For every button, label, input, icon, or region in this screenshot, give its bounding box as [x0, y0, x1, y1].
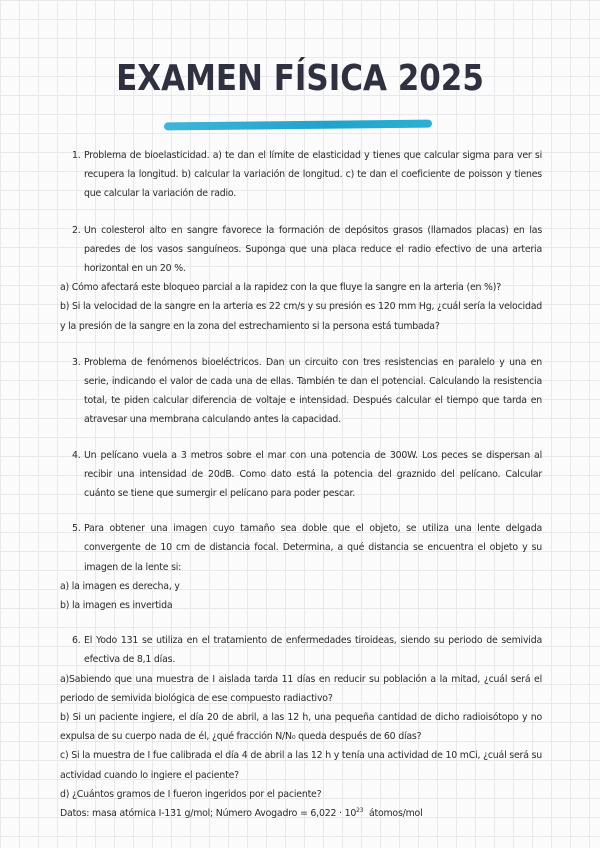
data-line	[60, 804, 542, 823]
question-5	[60, 519, 542, 577]
question-number: 5.	[72, 523, 81, 535]
question-number: 1.	[72, 150, 81, 161]
question-6-part-c: c) Si la muestra de I fue calibrada el día 4 de abril a las 12 h y tenía una actividad de 10 mCi, ¿cuál será su actividad cuando lo ingiere el paciente?	[60, 750, 542, 781]
question-6-part-a: a)Sabiendo que una muestra de I aislada tarda 11 días en reducir su población a la mitad, ¿cuál será el periodo de semivida biológica de ese compuesto radiactivo?	[60, 673, 542, 704]
data-line-text: Datos: masa atómica I-131 g/mol; Número Avogadro = 6,022 · 10	[60, 808, 357, 820]
question-5-part-b: b) la imagen es invertida	[60, 600, 173, 612]
question-number: 3.	[72, 356, 81, 368]
question-text: Un colesterol alto en sangre favorece la formación de depósitos grasos (llamados placas) en las paredes de los vasos sanguíneos. Suponga que una placa reduce el radio efectivo de una arteria horizontal en un 20 %.	[84, 224, 542, 275]
question-6	[60, 631, 542, 669]
question-number: 4.	[72, 449, 81, 461]
question-2-part-b: b) Si la velocidad de la sangre en la arteria es 22 cm/s y su presión es 120 mm Hg, ¿cuál sería la velocidad y la presión de la sangre en la zona del estrechamiento si la persona está tumbada?	[60, 301, 542, 332]
question-number: 2.	[72, 224, 81, 236]
question-6-part-b: b) Si un paciente ingiere, el día 20 de abril, a las 12 h, una pequeña cantidad de dicho radioisótopo y no expulsa de su cuerpo nada de él, ¿qué fracción N/N₀ queda después de 60 días?	[60, 712, 542, 743]
question-text: Problema de fenómenos bioeléctricos. Dan un circuito con tres resistencias en paralelo y una en serie, indicando el valor de cada una de ellas. También te dan el potencial. Calculando la resistencia total, te piden calcular diferencia de voltaje e intensidad. Después calcular el tiempo que tarda en atravesar una membrana calculando antes la capacidad.	[84, 356, 542, 426]
question-2-part-a: a) Cómo afectará este bloqueo parcial a la rapidez con la que fluye la sangre en la arteria (en %)?	[60, 282, 501, 294]
question-5-part-a: a) la imagen es derecha, y	[60, 580, 180, 592]
data-line-exponent: 23	[356, 806, 364, 814]
data-line-unit: átomos/mol	[368, 808, 423, 820]
question-text: Problema de bioelasticidad. a) te dan el límite de elasticidad y tienes que calcular sigma para ver si recupera la longitud. b) calcular la variación de longitud. c) te dan el coeficiente de poisson y tienes que calcular la variación de radio.	[84, 150, 542, 200]
question-6-part-d: d) ¿Cuántos gramos de I fueron ingeridos por el paciente?	[60, 788, 322, 800]
page-title: EXAMEN FÍSICA 2025	[116, 58, 484, 99]
question-text: Para obtener una imagen cuyo tamaño sea doble que el objeto, se utiliza una lente delgada convergente de 10 cm de distancia focal. Determina, a qué distancia se encuentra el objeto y su imagen de la lente si:	[84, 523, 542, 573]
question-3	[60, 353, 542, 430]
question-1	[60, 146, 542, 204]
question-4	[60, 446, 542, 504]
question-2	[60, 221, 542, 279]
question-number: 6.	[72, 635, 81, 647]
question-text: El Yodo 131 se utiliza en el tratamiento de enfermedades tiroideas, siendo su periodo de semivida efectiva de 8,1 días.	[84, 635, 542, 666]
title-underline	[164, 120, 432, 131]
exam-body	[60, 146, 542, 823]
question-text: Un pelícano vuela a 3 metros sobre el mar con una potencia de 300W. Los peces se dispersan al recibir una intensidad de 20dB. Como dato está la potencia del graznido del pelícano. Calcular cuánto se tiene que sumergir el pelícano para poder pescar.	[84, 449, 542, 500]
